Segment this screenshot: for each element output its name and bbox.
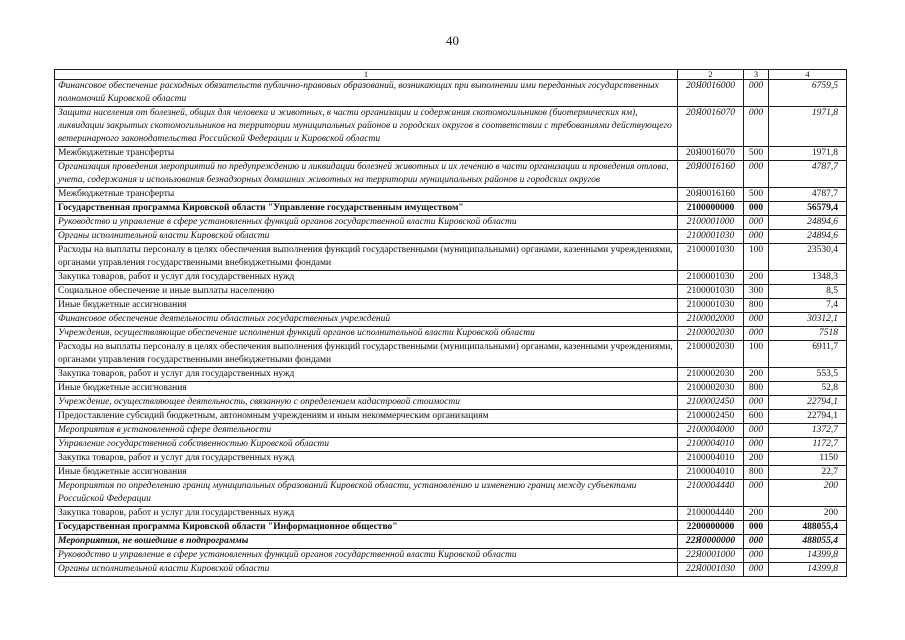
table-row — [55, 535, 847, 549]
row-code-cell: 2100002450 — [678, 396, 744, 410]
row-amount-cell: 23530,4 — [769, 244, 847, 271]
row-name-cell: Руководство и управление в сфере установленных функций органов государственной власти Кировской области — [55, 216, 678, 230]
table-row — [55, 396, 847, 410]
row-type-cell: 000 — [744, 327, 769, 341]
row-amount-cell: 200 — [769, 480, 847, 507]
table-row — [55, 107, 847, 147]
column-header: 4 — [769, 70, 847, 80]
row-name-cell: Учреждение, осуществляющее деятельность, связанную с определением кадастровой стоимости — [55, 396, 678, 410]
page-number: 40 — [446, 33, 459, 48]
table-row — [55, 327, 847, 341]
row-code-cell: 2100002030 — [678, 341, 744, 368]
row-amount-cell: 1172,7 — [769, 438, 847, 452]
row-type-cell: 000 — [744, 216, 769, 230]
row-code-cell: 22Я0001030 — [678, 563, 744, 577]
row-type-cell: 500 — [744, 147, 769, 161]
row-type-cell: 000 — [744, 80, 769, 107]
row-type-cell: 600 — [744, 410, 769, 424]
row-type-cell: 200 — [744, 452, 769, 466]
row-amount-cell: 1971,8 — [769, 107, 847, 147]
row-amount-cell: 1150 — [769, 452, 847, 466]
row-code-cell: 22Я0000000 — [678, 535, 744, 549]
row-name-cell: Финансовое обеспечение расходных обязательств публично-правовых образований, возникающих при выполнении ими переданных государственных полномочий Кировской области — [55, 80, 678, 107]
row-type-cell: 000 — [744, 230, 769, 244]
row-amount-cell: 8,5 — [769, 285, 847, 299]
row-name-cell: Мероприятия, не вошедшие в подпрограммы — [55, 535, 678, 549]
row-code-cell: 2100002000 — [678, 313, 744, 327]
row-code-cell: 2100001030 — [678, 244, 744, 271]
table-row — [55, 313, 847, 327]
row-amount-cell: 6911,7 — [769, 341, 847, 368]
table-row — [55, 521, 847, 535]
row-code-cell: 20Я0016160 — [678, 161, 744, 188]
row-type-cell: 200 — [744, 507, 769, 521]
table-row — [55, 382, 847, 396]
row-type-cell: 000 — [744, 480, 769, 507]
table-row — [55, 188, 847, 202]
row-code-cell: 20Я0016070 — [678, 107, 744, 147]
table-row — [55, 507, 847, 521]
column-header: 3 — [744, 70, 769, 80]
row-type-cell: 100 — [744, 341, 769, 368]
row-amount-cell: 553,5 — [769, 368, 847, 382]
table-row — [55, 244, 847, 271]
row-name-cell: Предоставление субсидий бюджетным, автономным учреждениям и иным некоммерческим организациям — [55, 410, 678, 424]
table-row — [55, 80, 847, 107]
row-amount-cell: 6759,5 — [769, 80, 847, 107]
row-type-cell: 000 — [744, 161, 769, 188]
row-name-cell: Мероприятия по определению границ муниципальных образований Кировской области, установлению и изменению границ между субъектами Российской Федерации — [55, 480, 678, 507]
row-type-cell: 800 — [744, 466, 769, 480]
row-name-cell: Межбюджетные трансферты — [55, 147, 678, 161]
row-name-cell: Организация проведения мероприятий по предупреждению и ликвидации болезней животных и их лечению в части организации и проведения отлова, учета, содержания и использования безнадзорных домашних животных на территории муниципальных районов и городских округов — [55, 161, 678, 188]
row-name-cell: Социальное обеспечение и иные выплаты населению — [55, 285, 678, 299]
row-type-cell: 800 — [744, 299, 769, 313]
row-code-cell: 20Я0016070 — [678, 147, 744, 161]
row-amount-cell: 1372,7 — [769, 424, 847, 438]
row-name-cell: Иные бюджетные ассигнования — [55, 382, 678, 396]
row-code-cell: 2100004010 — [678, 438, 744, 452]
row-code-cell: 2100001030 — [678, 285, 744, 299]
row-type-cell: 000 — [744, 521, 769, 535]
row-name-cell: Иные бюджетные ассигнования — [55, 299, 678, 313]
row-amount-cell: 24894,6 — [769, 216, 847, 230]
row-name-cell: Органы исполнительной власти Кировской области — [55, 230, 678, 244]
table-row — [55, 563, 847, 577]
row-type-cell: 000 — [744, 563, 769, 577]
row-code-cell: 2100004000 — [678, 424, 744, 438]
table-header-row — [55, 70, 847, 80]
row-code-cell: 20Я0016160 — [678, 188, 744, 202]
row-code-cell: 2100002450 — [678, 410, 744, 424]
row-type-cell: 500 — [744, 188, 769, 202]
row-code-cell: 2100004010 — [678, 466, 744, 480]
row-name-cell: Мероприятия в установленной сфере деятельности — [55, 424, 678, 438]
row-name-cell: Органы исполнительной власти Кировской области — [55, 563, 678, 577]
row-amount-cell: 22794,1 — [769, 396, 847, 410]
table-row — [55, 161, 847, 188]
row-amount-cell: 488055,4 — [769, 535, 847, 549]
row-code-cell: 2100001030 — [678, 230, 744, 244]
row-name-cell: Защита населения от болезней, общих для человека и животных, в части организации и содержания скотомогильников (биотермических ям), ликвидации закрытых скотомогильников на территории муниципальных районов и городских округов в соответствии с требованиями действующего ветеринарного законодательства Российской Федерации и Кировской области — [55, 107, 678, 147]
row-code-cell: 2100001030 — [678, 299, 744, 313]
row-code-cell: 2100001030 — [678, 271, 744, 285]
row-code-cell: 20Я0016000 — [678, 80, 744, 107]
row-amount-cell: 22794,1 — [769, 410, 847, 424]
row-name-cell: Закупка товаров, работ и услуг для государственных нужд — [55, 368, 678, 382]
table-row — [55, 202, 847, 216]
row-name-cell: Иные бюджетные ассигнования — [55, 466, 678, 480]
row-amount-cell: 52,8 — [769, 382, 847, 396]
table-row — [55, 549, 847, 563]
row-amount-cell: 7,4 — [769, 299, 847, 313]
row-type-cell: 000 — [744, 313, 769, 327]
row-type-cell: 000 — [744, 424, 769, 438]
table-row — [55, 285, 847, 299]
row-name-cell: Руководство и управление в сфере установленных функций органов государственной власти Кировской области — [55, 549, 678, 563]
row-type-cell: 000 — [744, 535, 769, 549]
table-row — [55, 341, 847, 368]
row-name-cell: Закупка товаров, работ и услуг для государственных нужд — [55, 271, 678, 285]
row-code-cell: 2100004440 — [678, 480, 744, 507]
row-name-cell: Межбюджетные трансферты — [55, 188, 678, 202]
row-amount-cell: 56579,4 — [769, 202, 847, 216]
table-row — [55, 480, 847, 507]
row-amount-cell: 24894,6 — [769, 230, 847, 244]
row-code-cell: 2100002030 — [678, 368, 744, 382]
row-code-cell: 2100001000 — [678, 216, 744, 230]
row-amount-cell: 4787,7 — [769, 161, 847, 188]
row-name-cell: Закупка товаров, работ и услуг для государственных нужд — [55, 507, 678, 521]
row-name-cell: Расходы на выплаты персоналу в целях обеспечения выполнения функций государственными (муниципальными) органами, казенными учреждениями, органами управления государственными внебюджетными фондами — [55, 244, 678, 271]
row-code-cell: 2100002030 — [678, 327, 744, 341]
row-type-cell: 200 — [744, 368, 769, 382]
row-type-cell: 300 — [744, 285, 769, 299]
row-name-cell: Управление государственной собственностью Кировской области — [55, 438, 678, 452]
row-amount-cell: 4787,7 — [769, 188, 847, 202]
row-amount-cell: 30312,1 — [769, 313, 847, 327]
table-row — [55, 299, 847, 313]
row-amount-cell: 200 — [769, 507, 847, 521]
row-name-cell: Закупка товаров, работ и услуг для государственных нужд — [55, 452, 678, 466]
row-code-cell: 2200000000 — [678, 521, 744, 535]
table-row — [55, 410, 847, 424]
row-name-cell: Расходы на выплаты персоналу в целях обеспечения выполнения функций государственными (муниципальными) органами, казенными учреждениями, органами управления государственными внебюджетными фондами — [55, 341, 678, 368]
column-header: 2 — [678, 70, 744, 80]
row-type-cell: 100 — [744, 244, 769, 271]
row-type-cell: 000 — [744, 438, 769, 452]
row-amount-cell: 1971,8 — [769, 147, 847, 161]
row-type-cell: 000 — [744, 107, 769, 147]
table-row — [55, 424, 847, 438]
row-code-cell: 2100002030 — [678, 382, 744, 396]
table-row — [55, 368, 847, 382]
row-code-cell: 22Я0001000 — [678, 549, 744, 563]
row-amount-cell: 1348,3 — [769, 271, 847, 285]
table-row — [55, 216, 847, 230]
row-amount-cell: 14399,8 — [769, 549, 847, 563]
table-row — [55, 438, 847, 452]
row-type-cell: 200 — [744, 271, 769, 285]
row-code-cell: 2100004440 — [678, 507, 744, 521]
column-header: 1 — [55, 70, 678, 80]
row-name-cell: Государственная программа Кировской области "Информационное общество" — [55, 521, 678, 535]
table-row — [55, 466, 847, 480]
row-amount-cell: 7518 — [769, 327, 847, 341]
row-name-cell: Финансовое обеспечение деятельности областных государственных учреждений — [55, 313, 678, 327]
table-row — [55, 271, 847, 285]
row-name-cell: Учреждения, осуществляющие обеспечение исполнения функций органов исполнительной власти Кировской области — [55, 327, 678, 341]
table-row — [55, 147, 847, 161]
table-row — [55, 452, 847, 466]
row-type-cell: 000 — [744, 549, 769, 563]
row-type-cell: 000 — [744, 396, 769, 410]
row-type-cell: 000 — [744, 202, 769, 216]
row-amount-cell: 14399,8 — [769, 563, 847, 577]
row-type-cell: 800 — [744, 382, 769, 396]
budget-table — [54, 69, 847, 577]
row-code-cell: 2100000000 — [678, 202, 744, 216]
row-name-cell: Государственная программа Кировской области "Управление государственным имуществом" — [55, 202, 678, 216]
table-row — [55, 230, 847, 244]
row-amount-cell: 22,7 — [769, 466, 847, 480]
row-code-cell: 2100004010 — [678, 452, 744, 466]
row-amount-cell: 488055,4 — [769, 521, 847, 535]
